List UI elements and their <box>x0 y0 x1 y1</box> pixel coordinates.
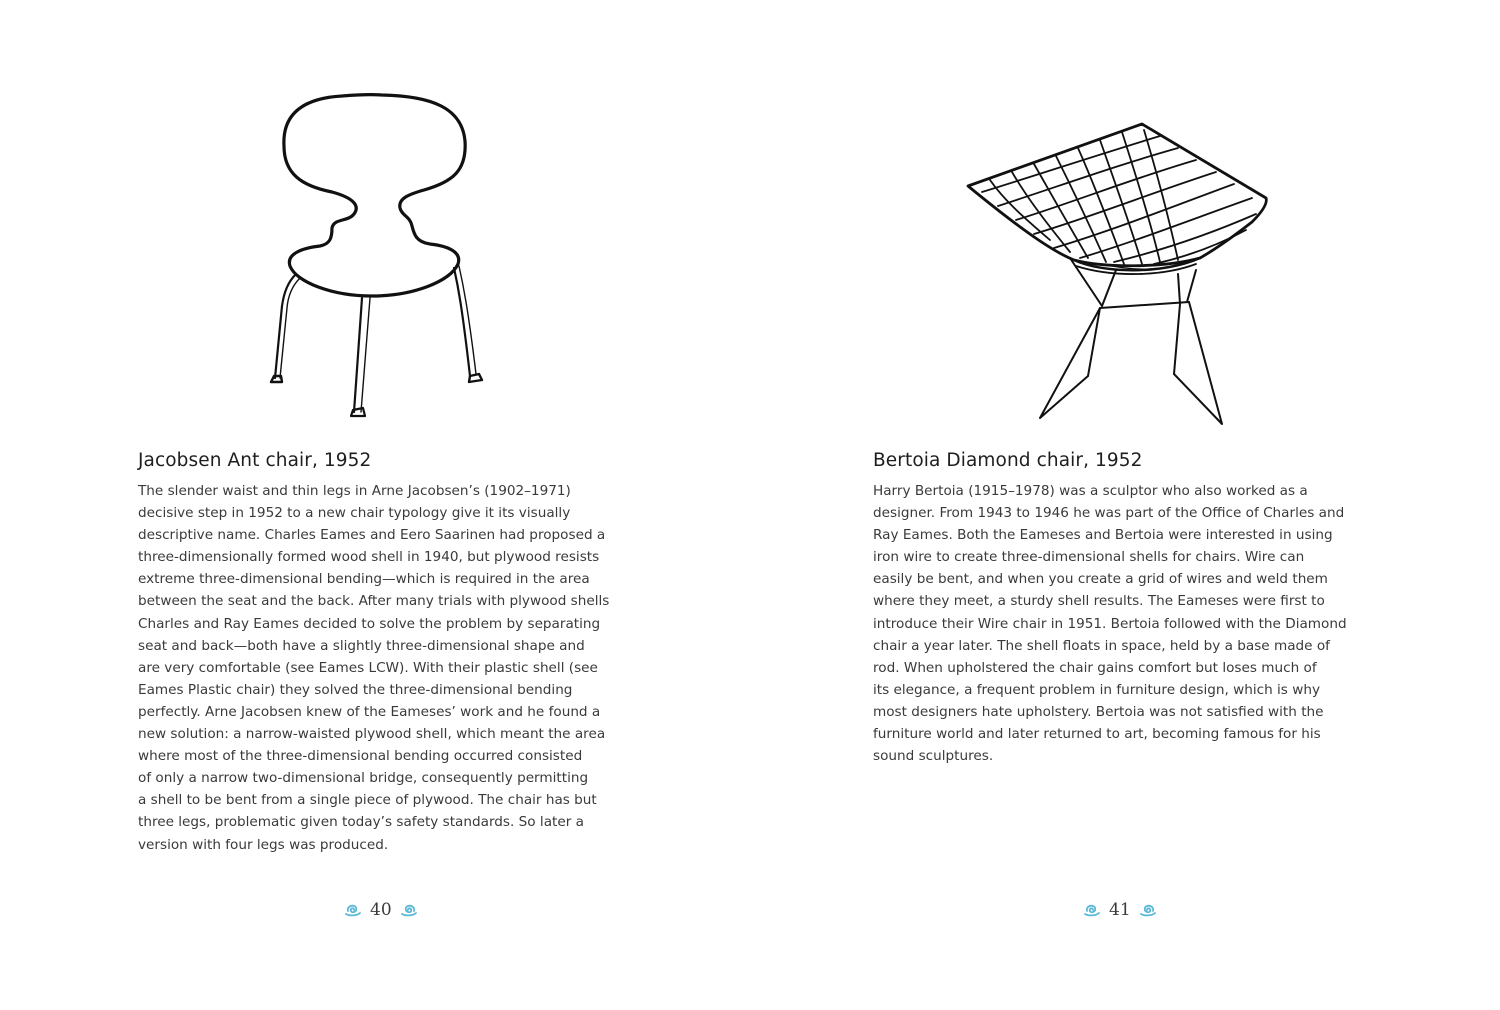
body-line: iron wire to create three-dimensional shells for chairs. Wire can <box>873 549 1305 566</box>
body-line: Harry Bertoia (1915–1978) was a sculptor who also worked as a <box>873 483 1308 499</box>
body-line: rod. When upholstered the chair gains comfort but loses much of <box>873 659 1317 676</box>
page-number: 40 <box>370 900 392 920</box>
entry-title: Bertoia Diamond chair, 1952 <box>873 450 1143 471</box>
body-line: three-dimensionally formed wood shell in 1940, but plywood resists <box>138 549 600 566</box>
body-line: introduce their Wire chair in 1951. Bertoia followed with the Diamond <box>873 615 1347 632</box>
right-page <box>750 0 1500 1010</box>
body-line: perfectly. Arne Jacobsen knew of the Eameses’ work and he found a <box>138 703 601 720</box>
entry-title: Jacobsen Ant chair, 1952 <box>138 450 372 471</box>
body-line: descriptive name. Charles Eames and Eero Saarinen had proposed a <box>138 527 606 544</box>
diamond-chair-illustration <box>964 122 1274 432</box>
entry-body <box>138 480 609 856</box>
body-line: designer. From 1943 to 1946 he was part of the Office of Charles and <box>873 505 1345 522</box>
page-number-folio <box>344 898 418 922</box>
body-line: seat and back—both have a slightly three-dimensional shape and <box>138 637 585 654</box>
page-number: 41 <box>1109 900 1131 920</box>
body-line: Charles and Ray Eames decided to solve the problem by separating <box>138 615 601 632</box>
body-line: Eames Plastic chair) they solved the three-dimensional bending <box>138 681 573 698</box>
body-line: decisive step in 1952 to a new chair typology give it its visually <box>138 505 571 522</box>
body-line: are very comfortable (see Eames LCW). With their plastic shell (see <box>138 659 598 676</box>
body-line: a shell to be bent from a single piece of plywood. The chair has but <box>138 792 597 809</box>
swirl-icon <box>1083 903 1101 917</box>
body-line: where they meet, a sturdy shell results. The Eameses were first to <box>873 593 1325 610</box>
body-line: easily be bent, and when you create a grid of wires and weld them <box>873 571 1328 588</box>
body-line: chair a year later. The shell floats in space, held by a base made of <box>873 637 1330 654</box>
body-line: sound sculptures. <box>873 748 994 765</box>
body-line: where most of the three-dimensional bending occurred consisted <box>138 748 583 765</box>
body-line: Ray Eames. Both the Eameses and Bertoia were interested in using <box>873 527 1333 544</box>
body-line: its elegance, a frequent problem in furniture design, which is why <box>873 681 1320 698</box>
body-line: version with four legs was produced. <box>138 836 389 853</box>
swirl-icon <box>400 903 418 917</box>
body-line: furniture world and later returned to art, becoming famous for his <box>873 726 1321 743</box>
body-line: new solution: a narrow-waisted plywood shell, which meant the area <box>138 726 606 743</box>
body-line: extreme three-dimensional bending—which is required in the area <box>138 571 590 588</box>
page-number-folio <box>1083 898 1157 922</box>
body-line: The slender waist and thin legs in Arne Jacobsen’s (1902–1971) <box>138 483 571 499</box>
body-line: of only a narrow two-dimensional bridge, consequently permitting <box>138 770 589 787</box>
swirl-icon <box>1139 903 1157 917</box>
body-line: between the seat and the back. After many trials with plywood shells <box>138 593 610 610</box>
ant-chair-illustration <box>262 86 492 426</box>
swirl-icon <box>344 903 362 917</box>
entry-body <box>873 480 1347 767</box>
body-line: three legs, problematic given today’s safety standards. So later a <box>138 814 584 831</box>
body-line: most designers hate upholstery. Bertoia was not satisfied with the <box>873 703 1324 720</box>
